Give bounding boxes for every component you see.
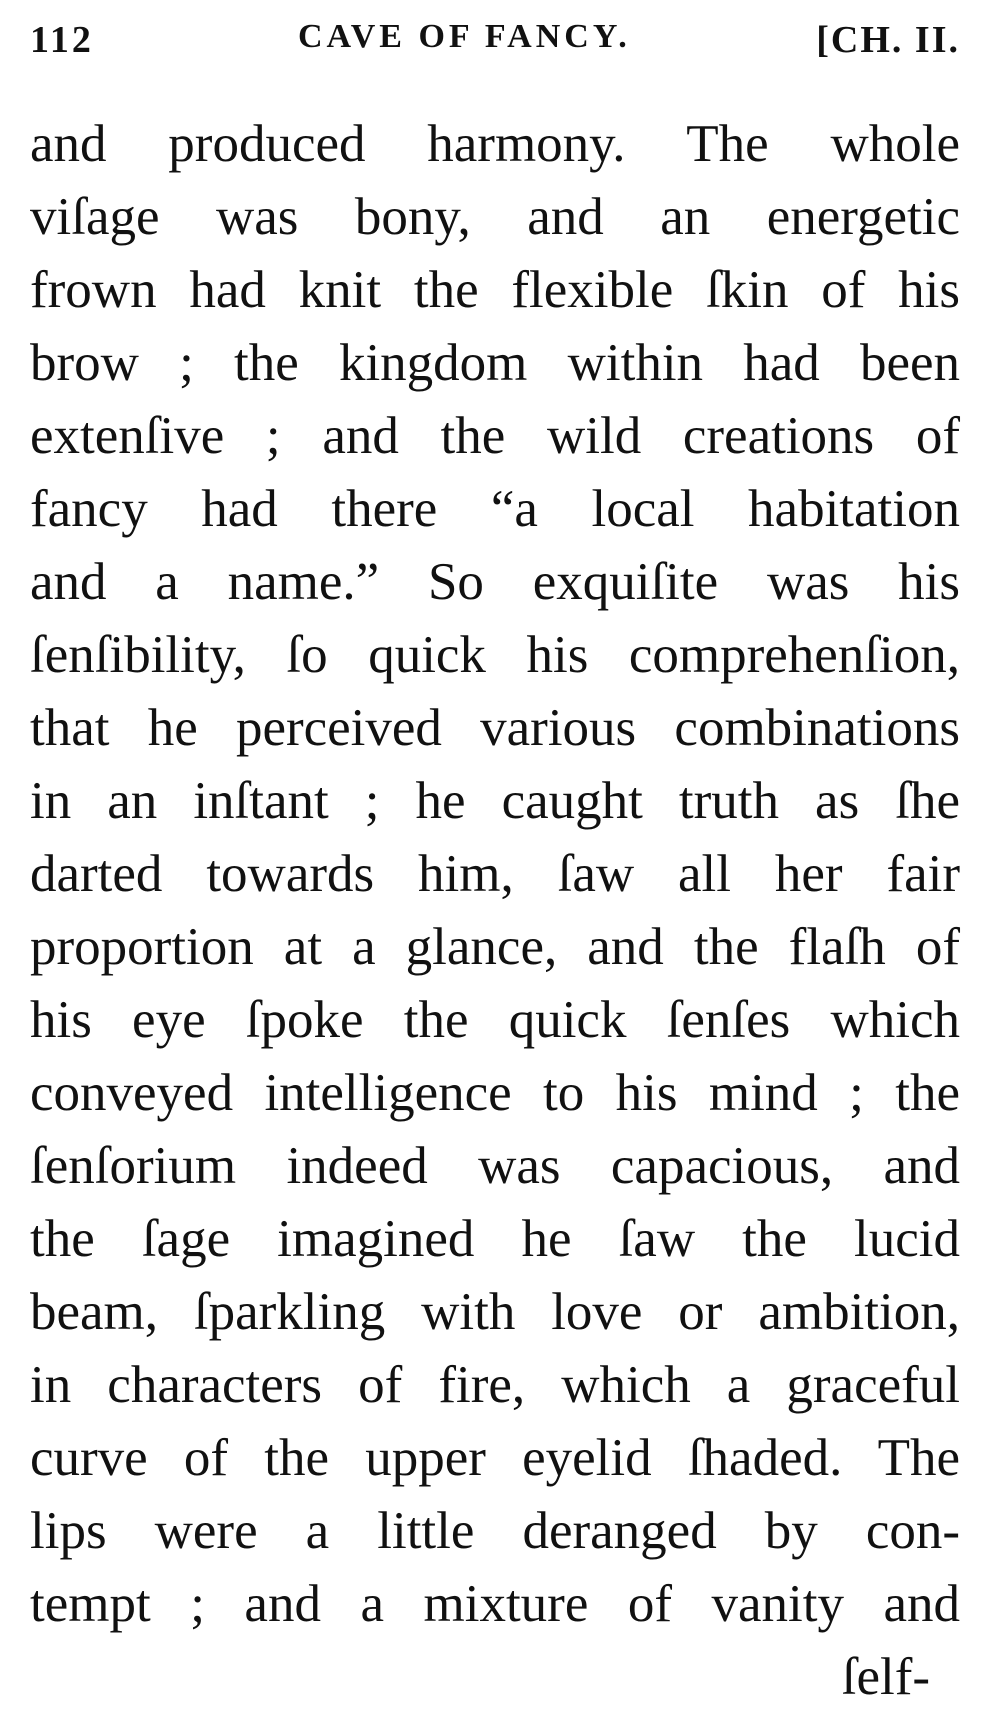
text-line: in characters of fire, which a graceful [30, 1356, 960, 1414]
text-line: brow ; the kingdom within had been [30, 334, 960, 392]
text-line: that he perceived various combinations [30, 699, 960, 757]
text-line: curve of the upper eyelid ſhaded. The [30, 1429, 960, 1487]
page-number: 112 [30, 19, 94, 61]
chapter-reference: [CH. II. [816, 19, 960, 61]
text-line: viſage was bony, and an energetic [30, 188, 960, 246]
text-line: lips were a little deranged by con- [30, 1502, 960, 1560]
text-line: extenſive ; and the wild creations of [30, 407, 960, 465]
running-title: CAVE OF FANCY. [298, 18, 631, 55]
text-line: frown had knit the flexible ſkin of his [30, 261, 960, 319]
text-line: tempt ; and a mixture of vanity and [30, 1575, 960, 1633]
text-line: proportion at a glance, and the flaſh of [30, 918, 960, 976]
text-line: ſenſorium indeed was capacious, and [30, 1137, 960, 1195]
text-line: darted towards him, ſaw all her fair [30, 845, 960, 903]
text-line: the ſage imagined he ſaw the lucid [30, 1210, 960, 1268]
text-line: beam, ſparkling with love or ambition, [30, 1283, 960, 1341]
body-text [30, 108, 960, 1714]
text-line: and produced harmony. The whole [30, 115, 960, 173]
text-line: ſenſibility, ſo quick his comprehenſion, [30, 626, 960, 684]
text-line: in an inſtant ; he caught truth as ſhe [30, 772, 960, 830]
text-line: and a name.” So exquiſite was his [30, 553, 960, 611]
catchword: ſelf- [841, 1648, 930, 1706]
text-line: fancy had there “a local habitation [30, 480, 960, 538]
text-line: conveyed intelligence to his mind ; the [30, 1064, 960, 1122]
text-line: his eye ſpoke the quick ſenſes which [30, 991, 960, 1049]
running-head [30, 18, 960, 78]
